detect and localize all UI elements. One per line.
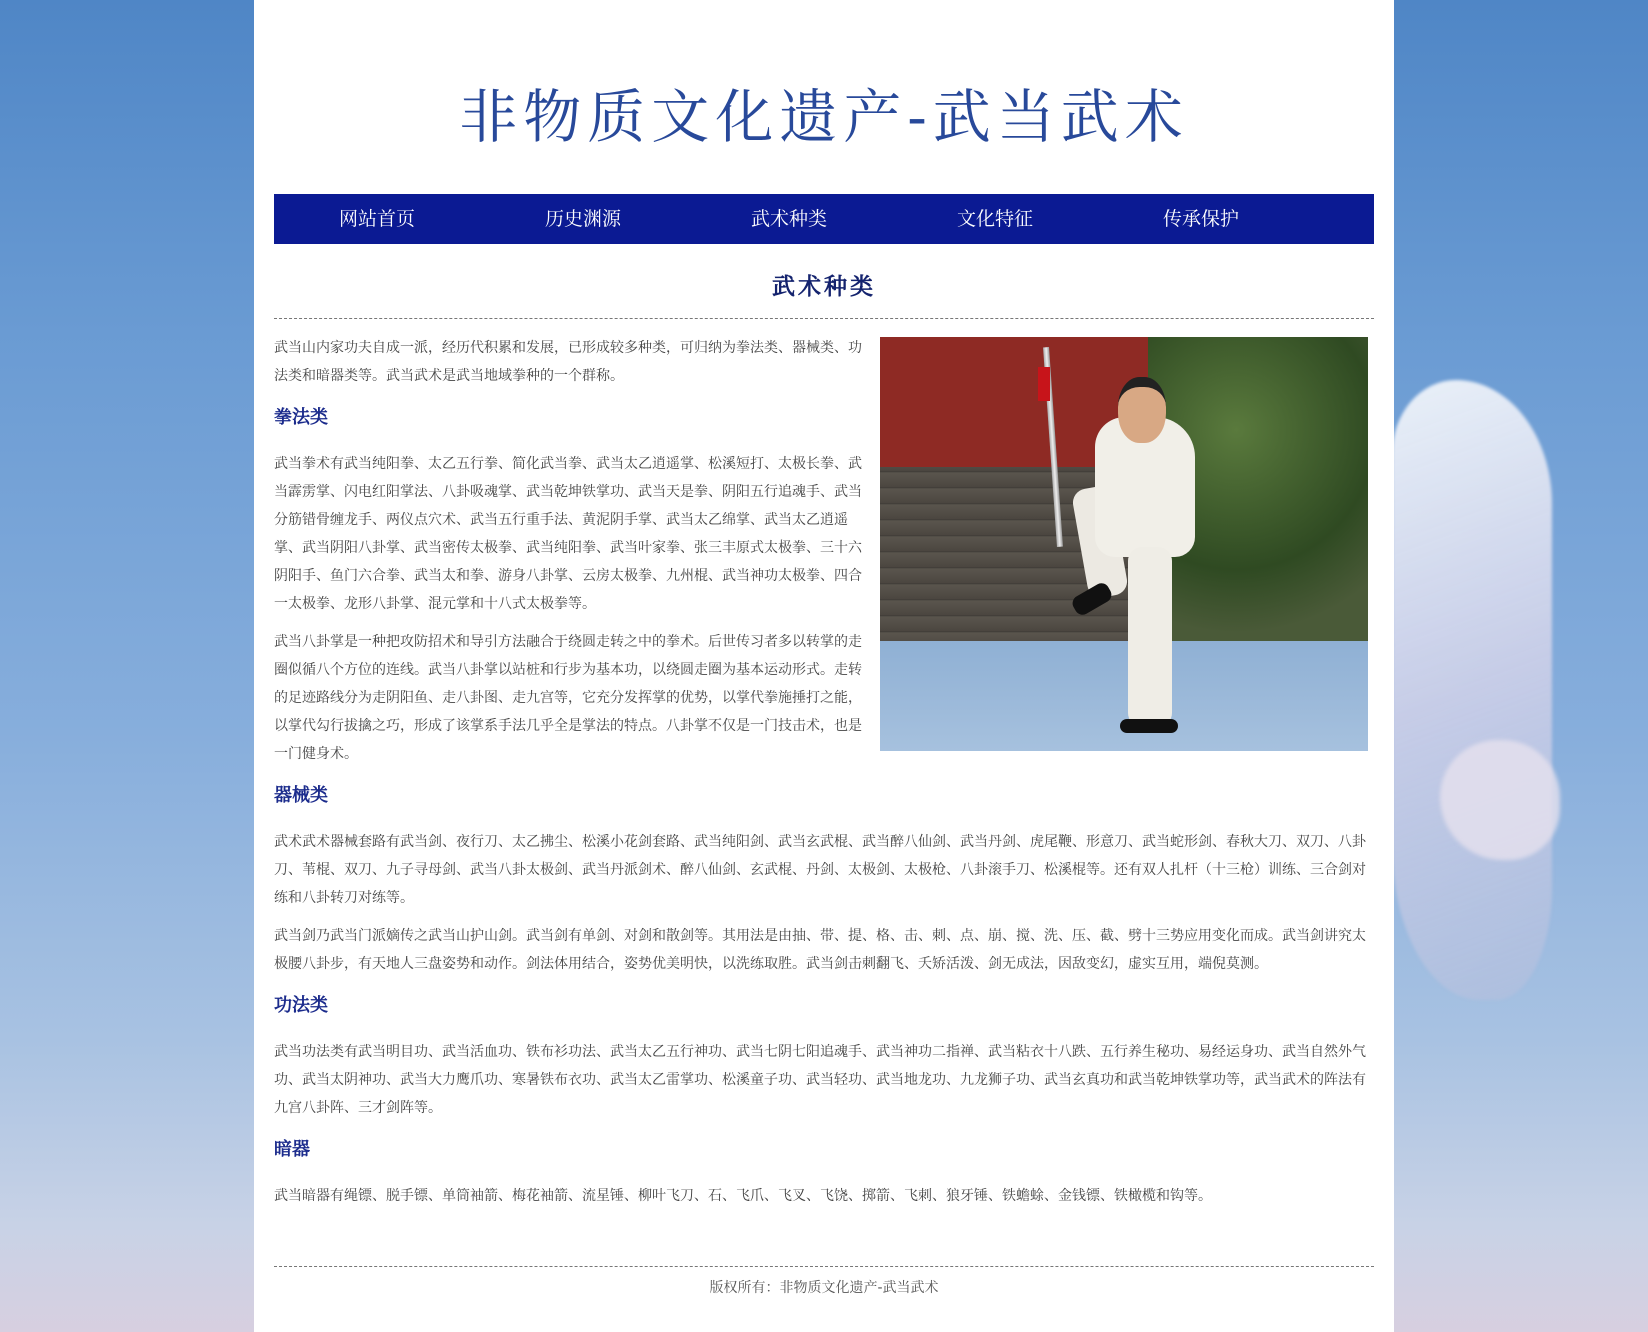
fist-paragraph-2: 武当八卦掌是一种把攻防招术和导引方法融合于绕圆走转之中的拳术。后世传习者多以转掌的走圈似循八个方位的连线。武当八卦掌以站桩和行步为基本功，以绕圆走圈为基本运动形式。走转的足迹路线分为走阴阳鱼、走八卦图、走九宫等，它充分发挥掌的优势，以掌代拳施捶打之能，以掌代勾行拔擒之巧，形成了该掌系手法几乎全是掌法的特点。八卦掌不仅是一门技击术，也是一门健身术。	[274, 634, 862, 762]
intro-paragraph: 武当山内家功夫自成一派，经历代积累和发展，已形成较多种类，可归纳为拳法类、器械类、功法类和暗器类等。武当武术是武当地域拳种的一个群称。	[274, 340, 862, 384]
page-container	[254, 0, 1394, 1332]
methods-paragraph-1: 武当功法类有武当明目功、武当活血功、铁布衫功法、武当太乙五行神功、武当七阴七阳追魂手、武当神功二指禅、武当粘衣十八跌、五行养生秘功、易经运身功、武当自然外气功、武当太阴神功、武当大力鹰爪功、寒暑铁布衣功、武当太乙雷掌功、松溪童子功、武当轻功、武当地龙功、九龙狮子功、武当玄真功和武当乾坤铁掌功等，武当武术的阵法有九宫八卦阵、三才剑阵等。	[274, 1044, 1366, 1116]
background-figure	[1392, 380, 1552, 1000]
article-content	[274, 334, 1374, 1220]
divider	[274, 318, 1374, 319]
section-heading-methods: 功法类	[274, 995, 328, 1016]
footer-copyright: 版权所有：非物质文化遗产-武当武术	[709, 1280, 939, 1296]
page-title: 武术种类	[772, 273, 876, 300]
footer-divider	[274, 1266, 1374, 1267]
section-heading-fist: 拳法类	[274, 407, 328, 428]
hidden-weapons-paragraph-1: 武当暗器有绳镖、脱手镖、单筒袖箭、梅花袖箭、流星锤、柳叶飞刀、石、飞爪、飞叉、飞饶、掷箭、飞刺、狼牙锤、铁蟾蜍、金钱镖、铁橄榄和钩等。	[274, 1188, 1212, 1204]
fist-paragraph-1: 武当拳术有武当纯阳拳、太乙五行拳、简化武当拳、武当太乙逍遥掌、松溪短打、太极长拳、武当霹雳掌、闪电红阳掌法、八卦吸魂掌、武当乾坤铁掌功、武当天是拳、阴阳五行追魂手、武当分筋错骨缠龙手、两仪点穴术、武当五行重手法、黄泥阴手掌、武当太乙绵掌、武当太乙逍遥掌、武当阴阳八卦掌、武当密传太极拳、武当纯阳拳、武当叶家拳、张三丰原式太极拳、三十六阴阳手、鱼门六合拳、武当太和拳、游身八卦掌、云房太极拳、九州棍、武当神功太极拳、四合一太极拳、龙形八卦掌、混元掌和十八式太极拳等。	[274, 456, 862, 612]
weapons-paragraph-1: 武术武术器械套路有武当剑、夜行刀、太乙拂尘、松溪小花剑套路、武当纯阳剑、武当玄武棍、武当醉八仙剑、武当丹剑、虎尾鞭、形意刀、武当蛇形剑、春秋大刀、双刀、八卦刀、苇棍、双刀、九子寻母剑、武当八卦太极剑、武当丹派剑术、醉八仙剑、玄武棍、丹剑、太极剑、太极枪、八卦滚手刀、松溪棍等。还有双人扎杆（十三枪）训练、三合剑对练和八卦转刀对练等。	[274, 834, 1366, 906]
weapons-paragraph-2: 武当剑乃武当门派嫡传之武当山护山剑。武当剑有单剑、对剑和散剑等。其用法是由抽、带、提、格、击、刺、点、崩、搅、洗、压、截、劈十三势应用变化而成。武当剑讲究太极腰八卦步，有天地人三盘姿势和动作。剑法体用结合，姿势优美明快，以洗练取胜。武当剑击刺翻飞、夭矫活泼、剑无成法，因敌变幻，虚实互用，端倪莫测。	[274, 928, 1366, 972]
nav-item-types[interactable]: 武术种类	[750, 208, 827, 230]
section-heading-weapons: 器械类	[274, 785, 328, 806]
main-nav	[274, 194, 1374, 244]
martial-arts-photo	[880, 337, 1368, 751]
nav-item-culture[interactable]: 文化特征	[956, 208, 1033, 230]
nav-item-heritage[interactable]: 传承保护	[1162, 208, 1239, 230]
site-title: 非物质文化遗产-武当武术	[459, 83, 1189, 151]
section-heading-hidden-weapons: 暗器	[274, 1139, 310, 1160]
background-figure-sleeve	[1440, 740, 1560, 860]
nav-item-home[interactable]: 网站首页	[338, 208, 415, 230]
nav-item-history[interactable]: 历史渊源	[544, 208, 621, 230]
